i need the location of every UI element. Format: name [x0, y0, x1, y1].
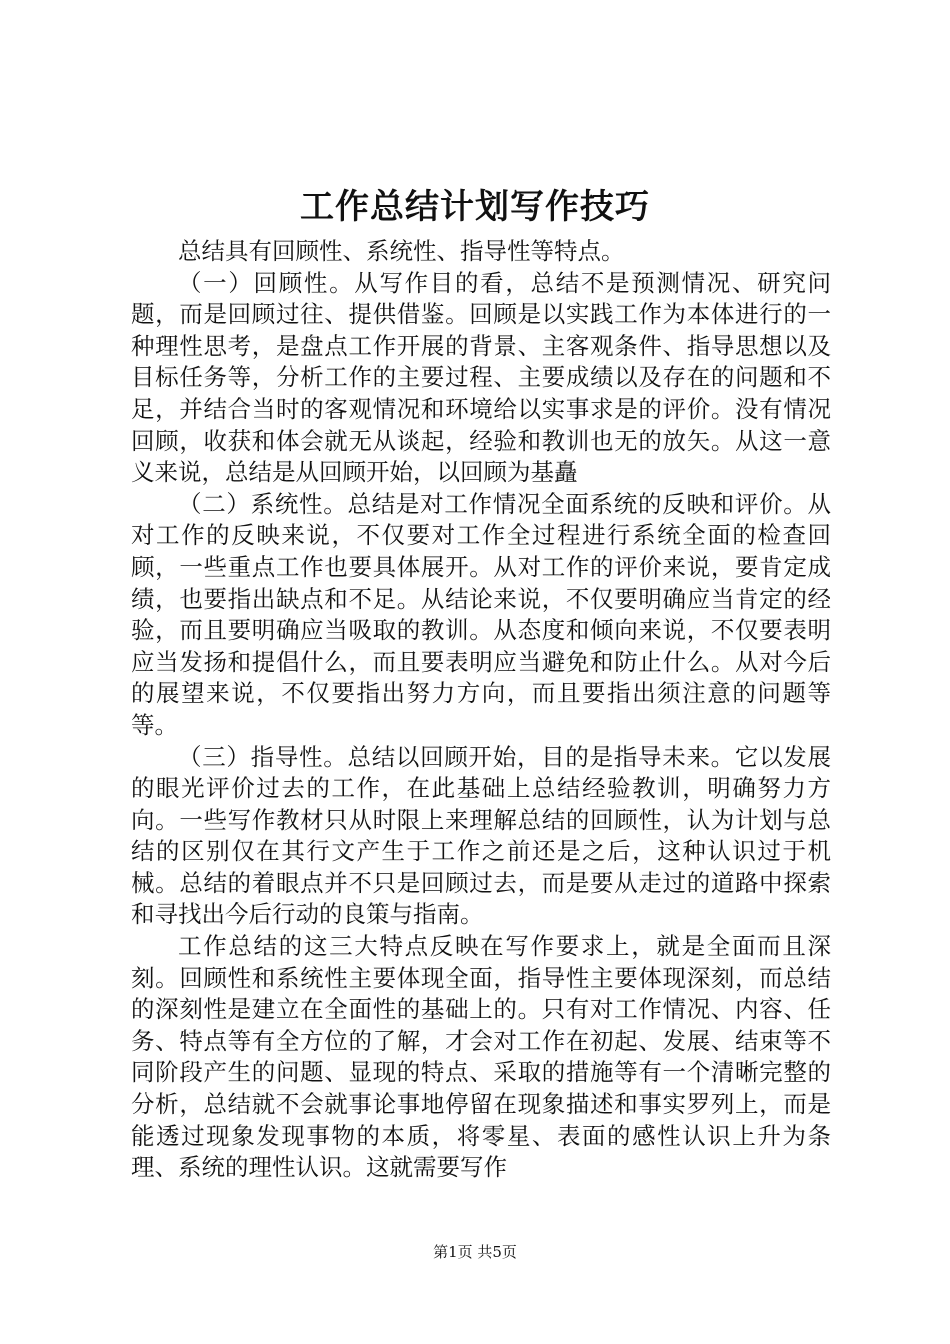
paragraph-intro: 总结具有回顾性、系统性、指导性等特点。: [178, 237, 625, 265]
paragraph-requirements: 工作总结的这三大特点反映在写作要求上，就是全面而且深刻。回顾性和系统性主要体现全面，指导性主要体现深刻，而总结的深刻性是建立在全面性的基础上的。只有对工作情况、内容、任务、特点等有全方位的了解，才会对工作在初起、发展、结束等不同阶段产生的问题、显现的特点、采取的措施等有一个清晰完整的分析，总结就不会就事论事地停留在现象描述和事实罗列上，而是能透过现象发现事物的本质，将零星、表面的感性认识上升为条理、系统的理性认识。这就需要写作: [131, 932, 831, 1182]
paragraph-guidance: （三）指导性。总结以回顾开始，目的是指导未来。它以发展的眼光评价过去的工作，在此基础上总结经验教训，明确努力方向。一些写作教材只从时限上来理解总结的回顾性，认为计划与总结的区别仅在其行文产生于工作之前还是之后，这种认识过于机械。总结的着眼点并不只是回顾过去，而是要从走过的道路中探索和寻找出今后行动的良策与指南。: [131, 742, 831, 929]
document-body: [131, 236, 831, 1184]
paragraph-review: （一）回顾性。从写作目的看，总结不是预测情况、研究问题，而是回顾过往、提供借鉴。回顾是以实践工作为本体进行的一种理性思考，是盘点工作开展的背景、主客观条件、指导思想以及目标任务等，分析工作的主要过程、主要成绩以及存在的问题和不足，并结合当时的客观情况和环境给以实事求是的评价。没有情况回顾，收获和体会就无从谈起，经验和教训也无的放矢。从这一意义来说，总结是从回顾开始，以回顾为基矗: [131, 268, 831, 487]
page-footer: 第1页 共5页: [433, 1243, 517, 1261]
document-title: 工作总结计划写作技巧: [300, 187, 650, 227]
paragraph-systematic: （二）系统性。总结是对工作情况全面系统的反映和评价。从对工作的反映来说，不仅要对工作全过程进行系统全面的检查回顾，一些重点工作也要具体展开。从对工作的评价来说，要肯定成绩，也要指出缺点和不足。从结论来说，不仅要明确应当肯定的经验，而且要明确应当吸取的教训。从态度和倾向来说，不仅要表明应当发扬和提倡什么，而且要表明应当避免和防止什么。从对今后的展望来说，不仅要指出努力方向，而且要指出须注意的问题等等。: [131, 489, 831, 739]
